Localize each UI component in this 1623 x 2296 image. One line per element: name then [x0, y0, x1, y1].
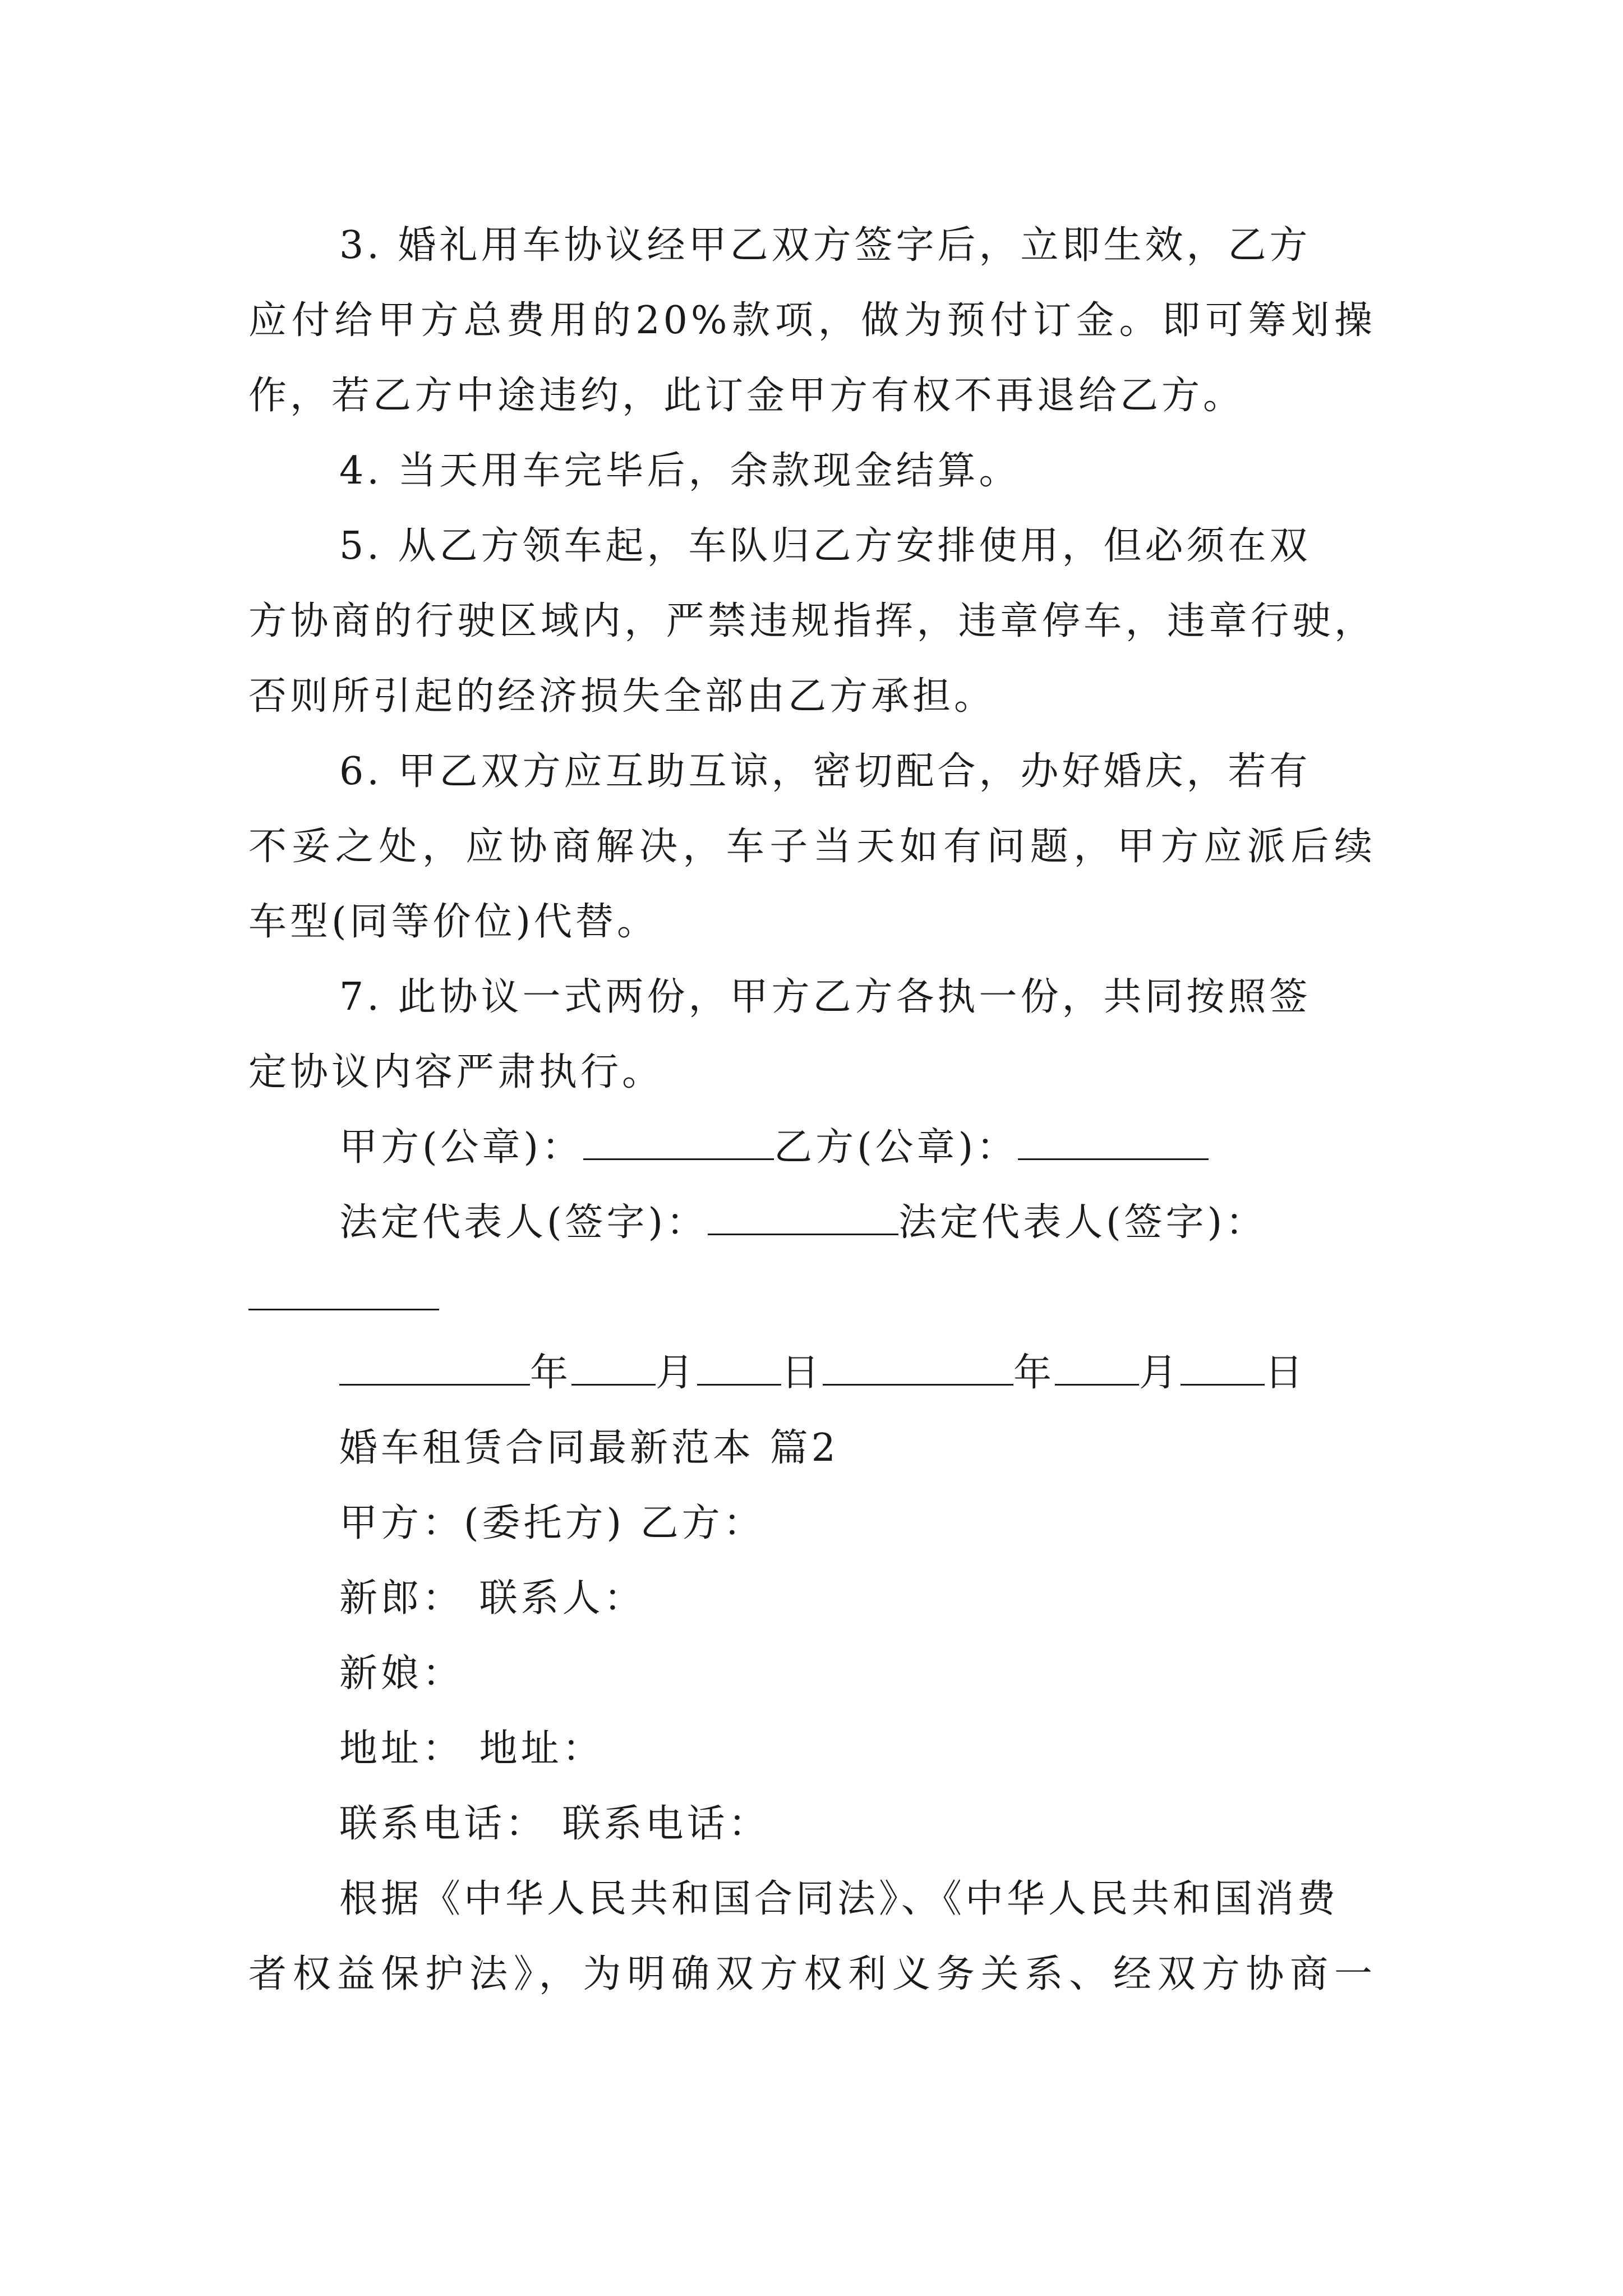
date-line — [339, 1351, 1306, 1396]
date-a-year: 年 — [530, 1351, 572, 1395]
date-b-day: 日 — [1265, 1351, 1307, 1395]
clause-6-line-3: 车型(同等价位)代替。 — [248, 900, 659, 944]
legal-basis-line-1: 根据《中华人民共和国合同法》、《中华人民共和国消费 — [339, 1877, 1339, 1921]
seal-line — [339, 1125, 1209, 1170]
party-a-seal-blank — [583, 1126, 774, 1160]
clause-3-line-2: 应付给甲方总费用的20%款项，做为预付订金。即可筹划操 — [248, 298, 1376, 343]
clause-6-line-1: 6. 甲乙双方应互助互谅，密切配合，办好婚庆，若有 — [339, 749, 1311, 794]
date-a-month-blank — [571, 1351, 656, 1386]
date-b-month-blank — [1055, 1351, 1139, 1386]
rep-b-blank — [248, 1276, 439, 1310]
clause-4-line-1: 4. 当天用车完毕后，余款现金结算。 — [339, 449, 1021, 493]
date-a-month: 月 — [656, 1351, 698, 1395]
clause-3-line-3: 作，若乙方中途违约，此订金甲方有权不再退给乙方。 — [248, 374, 1245, 418]
groom-line: 新郎： 联系人： — [339, 1576, 645, 1621]
party-b-seal-label: 乙方(公章)： — [774, 1125, 1018, 1170]
clause-7-line-1: 7. 此协议一式两份，甲方乙方各执一份，共同按照签 — [339, 975, 1311, 1019]
representative-line — [339, 1200, 1267, 1245]
clause-5-line-1: 5. 从乙方领车起，车队归乙方安排使用，但必须在双 — [339, 524, 1311, 568]
address-line: 地址： 地址： — [339, 1727, 604, 1771]
rep-b-blank-line — [248, 1276, 439, 1320]
parties-line: 甲方：(委托方) 乙方： — [339, 1501, 765, 1545]
rep-a-label: 法定代表人(签字)： — [339, 1200, 708, 1245]
bride-line: 新娘： — [339, 1651, 464, 1696]
clause-5-line-3: 否则所引起的经济损失全部由乙方承担。 — [248, 674, 996, 719]
legal-basis-line-2: 者权益保护法》，为明确双方权利义务关系、经双方协商一 — [248, 1952, 1376, 1996]
date-b-month: 月 — [1139, 1351, 1181, 1395]
rep-b-label: 法定代表人(签字)： — [898, 1200, 1267, 1245]
date-b-day-blank — [1181, 1351, 1265, 1386]
date-a-day: 日 — [781, 1351, 823, 1395]
date-a-day-blank — [697, 1351, 781, 1386]
date-b-year-blank — [823, 1351, 1013, 1386]
clause-5-line-2: 方协商的行驶区域内，严禁违规指挥，违章停车，违章行驶， — [248, 599, 1376, 643]
date-b-year: 年 — [1013, 1351, 1055, 1395]
date-a-year-blank — [339, 1351, 530, 1386]
party-a-seal-label: 甲方(公章)： — [339, 1125, 584, 1170]
clause-7-line-2: 定协议内容严肃执行。 — [248, 1050, 664, 1094]
section-2-heading: 婚车租赁合同最新范本 篇2 — [339, 1426, 839, 1470]
clause-6-line-2: 不妥之处，应协商解决，车子当天如有问题，甲方应派后续 — [248, 825, 1376, 869]
clause-3-line-1: 3. 婚礼用车协议经甲乙双方签字后，立即生效，乙方 — [339, 223, 1311, 268]
party-b-seal-blank — [1018, 1126, 1209, 1160]
phone-line: 联系电话： 联系电话： — [339, 1802, 770, 1846]
rep-a-blank — [708, 1201, 898, 1235]
